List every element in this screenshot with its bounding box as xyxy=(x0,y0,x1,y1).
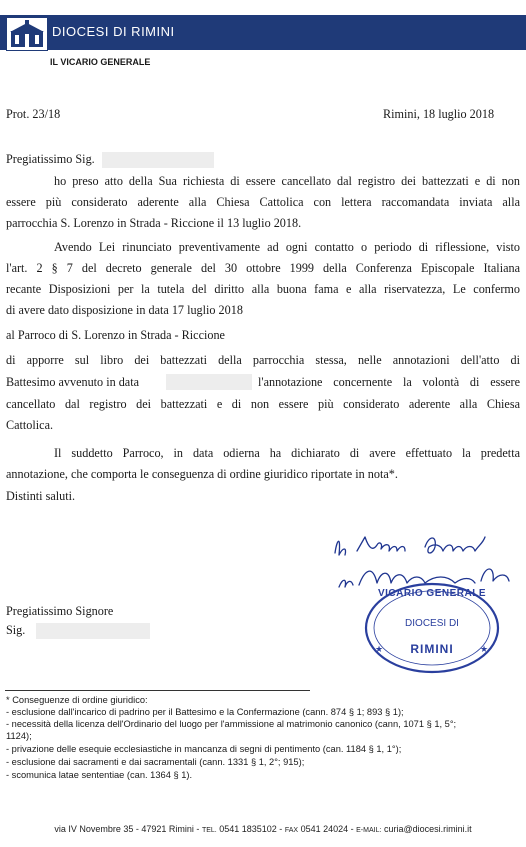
note-item: - esclusione dall'incarico di padrino per il Battesimo e la Confermazione (cann. 874 § 1; 893 § 1); xyxy=(6,707,404,717)
redacted-baptism-date xyxy=(166,374,252,390)
paragraph-3-line-4: Cattolica. xyxy=(6,418,54,432)
email-link[interactable]: curia@diocesi.rimini.it xyxy=(383,824,472,834)
place-date: Rimini, 18 luglio 2018 xyxy=(383,107,495,121)
paragraph-3-line-1: di apporre sul libro dei battezzati della parrocchia stessa, nelle annotazioni dell'atto di xyxy=(6,353,520,367)
paragraph-1-line-2: essere più considerato aderente alla Chiesa Cattolica con lettera raccomandata inviata alla xyxy=(6,195,520,209)
note-item: - esclusione dai sacramenti e dai sacramentali (cann. 1331 § 1, 2°; 915); xyxy=(6,757,305,767)
paragraph-3-line-2-start: Battesimo avvenuto in data xyxy=(6,375,140,389)
svg-text:★: ★ xyxy=(375,645,384,655)
paragraph-1-line-1: ho preso atto della Sua richiesta di essere cancellato dal registro dei battezzati e di non xyxy=(54,174,520,188)
paragraph-2-line-2: l'art. 2 § 7 del decreto generale del 30 ottobre 1999 della Conferenza Episcopale Italiana xyxy=(6,261,520,275)
note-item: - scomunica latae sententiae (can. 1364 § 1). xyxy=(6,770,193,780)
svg-text:★: ★ xyxy=(480,645,489,655)
office-title: IL VICARIO GENERALE xyxy=(50,57,151,67)
recipient-parish: al Parroco di S. Lorenzo in Strada - Riccione xyxy=(6,328,225,342)
paragraph-4-line-2: annotazione, che comporta le conseguenza di ordine giuridico riportate in nota*. xyxy=(6,467,398,481)
paragraph-1-line-3: parrocchia S. Lorenzo in Strada - Riccione il 13 luglio 2018. xyxy=(6,216,302,230)
redacted-name xyxy=(102,152,214,168)
addressee-title: Pregiatissimo Signore xyxy=(6,604,114,618)
diocese-name: DIOCESI DI RIMINI xyxy=(52,24,175,39)
paragraph-2-line-3: recante Disposizioni per la tutela del diritto alla buona fama e alla riservatezza, Le confermo xyxy=(6,282,520,296)
paragraph-2-line-4: di avere dato disposizione in data 17 luglio 2018 xyxy=(6,303,243,317)
closing: Distinti saluti. xyxy=(6,489,76,503)
addressee-name: Sig. xyxy=(6,620,150,640)
note-item: - necessità della licenza dell'Ordinario del luogo per l'ammissione al matrimonio canonico (cann, 1071 § 1, 5°; xyxy=(6,719,457,729)
diocese-logo xyxy=(6,17,48,51)
paragraph-4-line-1: Il suddetto Parroco, in data odierna ha dichiarato di avere effettuato la predetta xyxy=(54,446,520,460)
note-item: - privazione delle esequie ecclesiastiche in mancanza di segni di pentimento (can. 1184 § 1, 1°); xyxy=(6,744,402,754)
notes-title: * Conseguenze di ordine giuridico: xyxy=(6,695,148,705)
cathedral-icon xyxy=(7,18,47,50)
footer-contact: via IV Novembre 35 - 47921 Rimini - TEL. 0541 1835102 - FAX 0541 24024 - E-MAIL: curia@diocesi.rimini.it xyxy=(54,824,472,834)
stamp-middle-text: DIOCESI DI xyxy=(405,618,459,629)
footnote-divider xyxy=(5,690,310,691)
protocol-number: Prot. 23/18 xyxy=(6,107,61,121)
diocese-stamp xyxy=(362,578,502,678)
stamp-top-text: VICARIO GENERALE xyxy=(377,588,486,599)
note-item: 1124); xyxy=(6,731,32,741)
paragraph-2-line-1: Avendo Lei rinunciato preventivamente ad ogni contatto o periodo di riflessione, visto xyxy=(54,240,520,254)
redacted-addressee xyxy=(36,623,150,639)
stamp-bottom-text: RIMINI xyxy=(410,642,454,656)
salutation: Pregiatissimo Sig. xyxy=(6,149,214,169)
paragraph-3-line-3: cancellato dal registro dei battezzati e di non essere più considerato aderente alla Chiesa xyxy=(6,397,520,411)
paragraph-3-line-2-end: l'annotazione concernente la volontà di essere xyxy=(258,375,520,389)
